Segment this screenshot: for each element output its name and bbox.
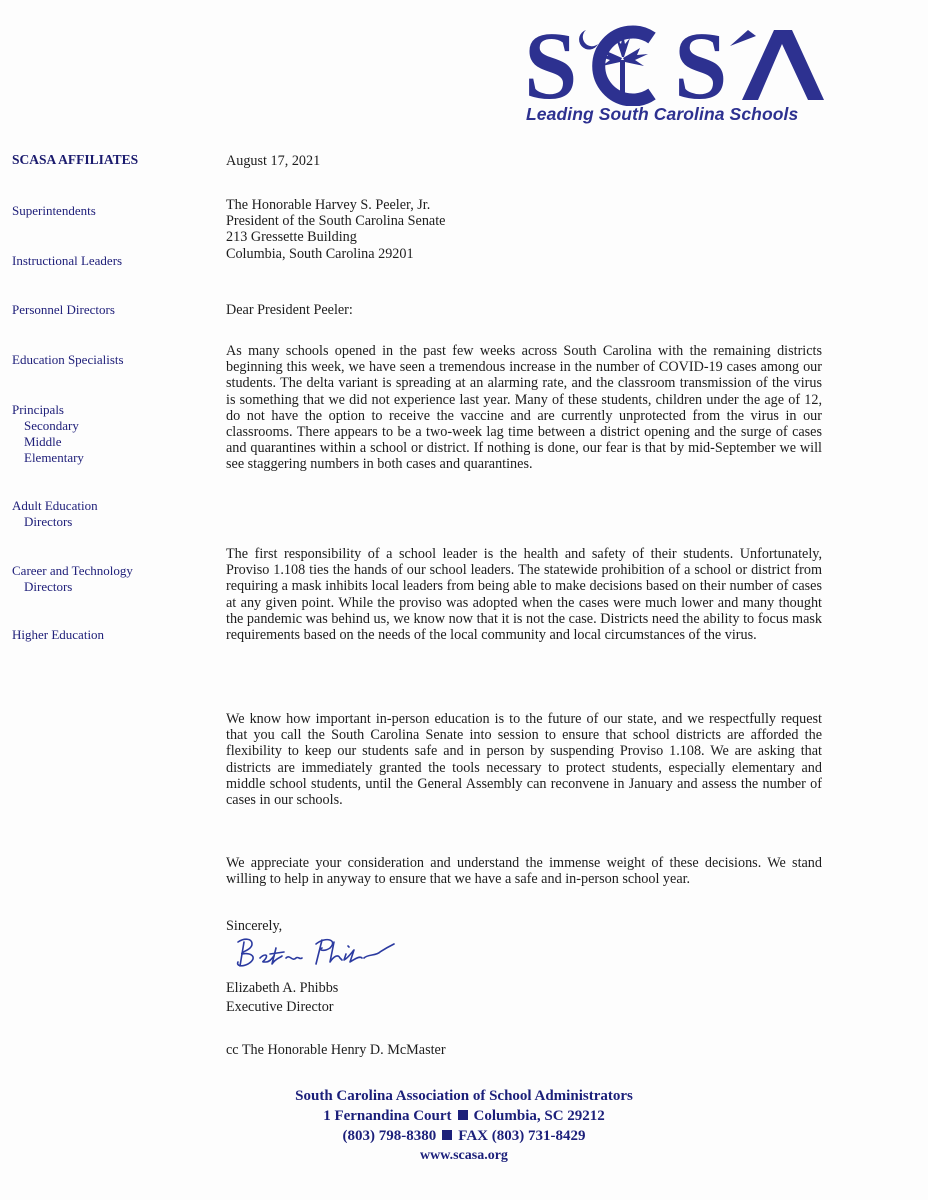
footer-contact	[180, 1126, 748, 1146]
letter-date: August 17, 2021	[226, 153, 321, 169]
footer-address-1: 1 Fernandina Court	[323, 1108, 452, 1124]
sidebar-item-principals-label: Principals	[12, 402, 64, 417]
footer-org-name: South Carolina Association of School Administrators	[295, 1088, 633, 1104]
footer-website-link[interactable]: www.scasa.org	[420, 1148, 508, 1163]
footer-phone: (803) 798-8380	[342, 1128, 437, 1144]
sidebar-item-instructional-leaders: Instructional Leaders	[12, 253, 123, 268]
logo-letter-s2: S	[674, 24, 728, 106]
paragraph-text: As many schools opened in the past few weeks across South Carolina with the remaining districts beginning this week, we have seen a tremendous increase in the number of COVID-19 cases among our students. The delta variant is spreading at an alarming rate, and the classroom transmission of the virus is something that we did not experience last year. Many of these students, children under the age of 12, do not have the option to receive the vaccine and are currently unprotected from the virus in our classrooms. There appears to be a two-week lag time between a district opening and the surge of cases and quarantines within a school or district. If nothing is done, our fear is that by mid-September we will see staggering numbers in both cases and quarantines.	[226, 343, 822, 473]
footer-fax: FAX (803) 731-8429	[458, 1128, 586, 1144]
logo-tagline: Leading South Carolina Schools	[526, 104, 799, 124]
recipient-line: 213 Gressette Building	[226, 229, 357, 246]
square-bullet-icon	[458, 1110, 468, 1120]
square-bullet-icon	[442, 1130, 452, 1140]
paragraph-2	[226, 546, 822, 643]
crescent-icon	[579, 30, 598, 50]
signer-title: Executive Director	[226, 999, 334, 1015]
sidebar-sub-middle: Middle	[24, 434, 62, 449]
sidebar-item-career-technology-label: Career and Technology	[12, 563, 133, 578]
logo-letter-s: S	[524, 24, 578, 106]
sidebar-item-career-technology	[12, 563, 133, 595]
letterhead-footer	[180, 1086, 748, 1166]
signature-icon	[230, 932, 400, 978]
sidebar-sub-career-directors: Directors	[24, 579, 73, 594]
sidebar-sub-adult-directors: Directors	[24, 514, 73, 529]
closing: Sincerely,	[226, 918, 283, 934]
paragraph-text: We appreciate your consideration and understand the immense weight of these decisions. We stand willing to help in anyway to ensure that we have a safe and in-person school year.	[226, 855, 822, 888]
logo-accent	[730, 30, 756, 46]
sidebar-sub-elementary: Elementary	[24, 450, 84, 465]
paragraph-4	[226, 855, 822, 887]
sidebar-item-higher-education: Higher Education	[12, 627, 105, 642]
paragraph-3	[226, 711, 822, 808]
signer-name: Elizabeth A. Phibbs	[226, 980, 339, 996]
sidebar-heading: SCASA AFFILIATES	[12, 152, 139, 167]
sidebar-item-personnel-directors: Personnel Directors	[12, 302, 115, 317]
recipient-address	[226, 197, 822, 262]
handwritten-signature	[230, 932, 400, 978]
salutation: Dear President Peeler:	[226, 302, 353, 318]
logo-letter-a	[742, 30, 824, 100]
paragraph-text: The first responsibility of a school leader is the health and safety of their students. Unfortunately, Proviso 1.108 ties the hands of our school leaders. The statewide prohibition of a school or district from requiring a mask inhibits local leaders from being able to make decisions based on their number of cases at any given point. While the proviso was adopted when the cases were much lower and many thought the pandemic was behind us, we know now that it is not the case. Districts need the ability to focus mask requirements based on the needs of the local community and local circumstances of the virus.	[226, 546, 822, 644]
scasa-logo-mark	[524, 24, 834, 106]
sidebar-item-education-specialists: Education Specialists	[12, 352, 124, 367]
sidebar-item-superintendents: Superintendents	[12, 203, 96, 218]
footer-address-2: Columbia, SC 29212	[473, 1108, 605, 1124]
paragraph-text: We know how important in-person education is to the future of our state, and we respectfully request that you call the South Carolina Senate into session to ensure that school districts are afforded the flexibility to keep our students safe and in person by suspending Proviso 1.108. We are asking that districts are immediately granted the tools necessary to protect students, especially elementary and middle school students, until the General Assembly can reconvene in January and assess the number of cases in our schools.	[226, 711, 822, 809]
recipient-line: President of the South Carolina Senate	[226, 213, 446, 230]
sidebar-sub-secondary: Secondary	[24, 418, 79, 433]
logo-letter-c	[599, 32, 652, 100]
recipient-line: Columbia, South Carolina 29201	[226, 245, 414, 262]
sidebar-item-adult-education-label: Adult Education	[12, 498, 98, 513]
paragraph-1	[226, 343, 822, 473]
footer-address	[180, 1106, 748, 1126]
sidebar-item-principals	[12, 402, 84, 466]
cc-line: cc The Honorable Henry D. McMaster	[226, 1042, 446, 1058]
sidebar-item-adult-education	[12, 498, 98, 530]
recipient-line: The Honorable Harvey S. Peeler, Jr.	[226, 197, 431, 213]
